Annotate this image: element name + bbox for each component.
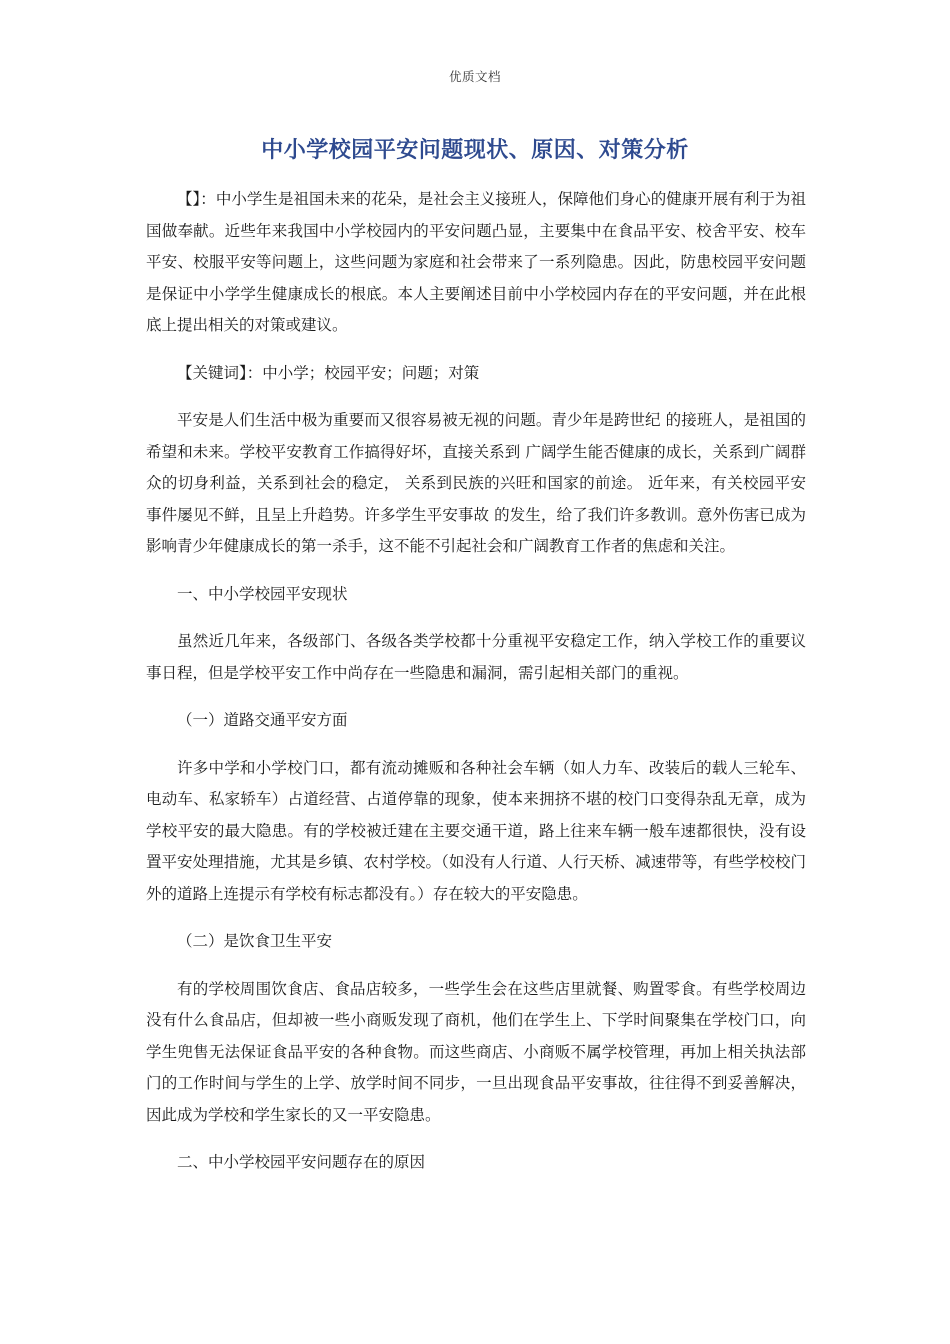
section-heading-1: 一、中小学校园平安现状 (177, 584, 348, 603)
document-body (146, 184, 806, 1179)
keywords-line: 【关键词】：中小学；校园平安；问题；对策 (177, 363, 480, 382)
subsection-1-paragraph: 许多中学和小学校门口，都有流动摊贩和各种社会车辆（如人力车、改装后的载人三轮车、电动车、私家轿车）占道经营、占道停靠的现象，使本来拥挤不堪的校门口变得杂乱无章，成为学校平安的最大隐患。有的学校被迁建在主要交通干道，路上往来车辆一般车速都很快，没有设置平安处理措施，尤其是乡镇、农村学校。（如没有人行道、人行天桥、减速带等，有些学校校门外的道路上连提示有学校有标志都没有。）存在较大的平安隐患。 (146, 758, 806, 903)
intro-paragraph: 平安是人们生活中极为重要而又很容易被无视的问题。青少年是跨世纪 的接班人，是祖国的希望和未来。学校平安教育工作搞得好坏，直接关系到 广阔学生能否健康的成长，关系到广阔群众的切身利益，关系到社会的稳定， 关系到民族的兴旺和国家的前途。 近年来，有关校园平安事件屡见不鲜，且呈上升趋势。许多学生平安事故 的发生，给了我们许多教训。意外伤害已成为影响青少年健康成长的第一杀手，这不能不引起社会和广阔教育工作者的焦虑和关注。 (146, 411, 806, 555)
section-1-paragraph: 虽然近几年来，各级部门、各级各类学校都十分重视平安稳定工作，纳入学校工作的重要议事日程，但是学校平安工作中尚存在一些隐患和漏洞，需引起相关部门的重视。 (146, 632, 806, 682)
abstract-paragraph: 【】：中小学生是祖国未来的花朵，是社会主义接班人，保障他们身心的健康开展有利于为祖国做奉献。近些年来我国中小学校园内的平安问题凸显，主要集中在食品平安、校舍平安、校车平安、校服平安等问题上，这些问题为家庭和社会带来了一系列隐患。因此，防患校园平安问题是保证中小学学生健康成长的根底。本人主要阐述目前中小学校园内存在的平安问题，并在此根底上提出相关的对策或建议。 (146, 190, 806, 334)
subsection-heading-1: （一）道路交通平安方面 (177, 711, 348, 729)
header-mark: 优质文档 (448, 69, 501, 84)
subsection-2-paragraph: 有的学校周围饮食店、食品店较多，一些学生会在这些店里就餐、购置零食。有些学校周边没有什么食品店，但却被一些小商贩发现了商机，他们在学生上、下学时间聚集在学校门口，向学生兜售无法保证食品平安的各种食物。而这些商店、小商贩不属学校管理，再加上相关执法部门的工作时间与学生的上学、放学时间不同步，一旦出现食品平安事故，往往得不到妥善解决，因此成为学校和学生家长的又一平安隐患。 (146, 979, 806, 1124)
subsection-heading-2: （二）是饮食卫生平安 (177, 932, 333, 950)
section-heading-2: 二、中小学校园平安问题存在的原因 (177, 1153, 426, 1171)
document-title: 中小学校园平安问题现状、原因、对策分析 (261, 138, 689, 163)
